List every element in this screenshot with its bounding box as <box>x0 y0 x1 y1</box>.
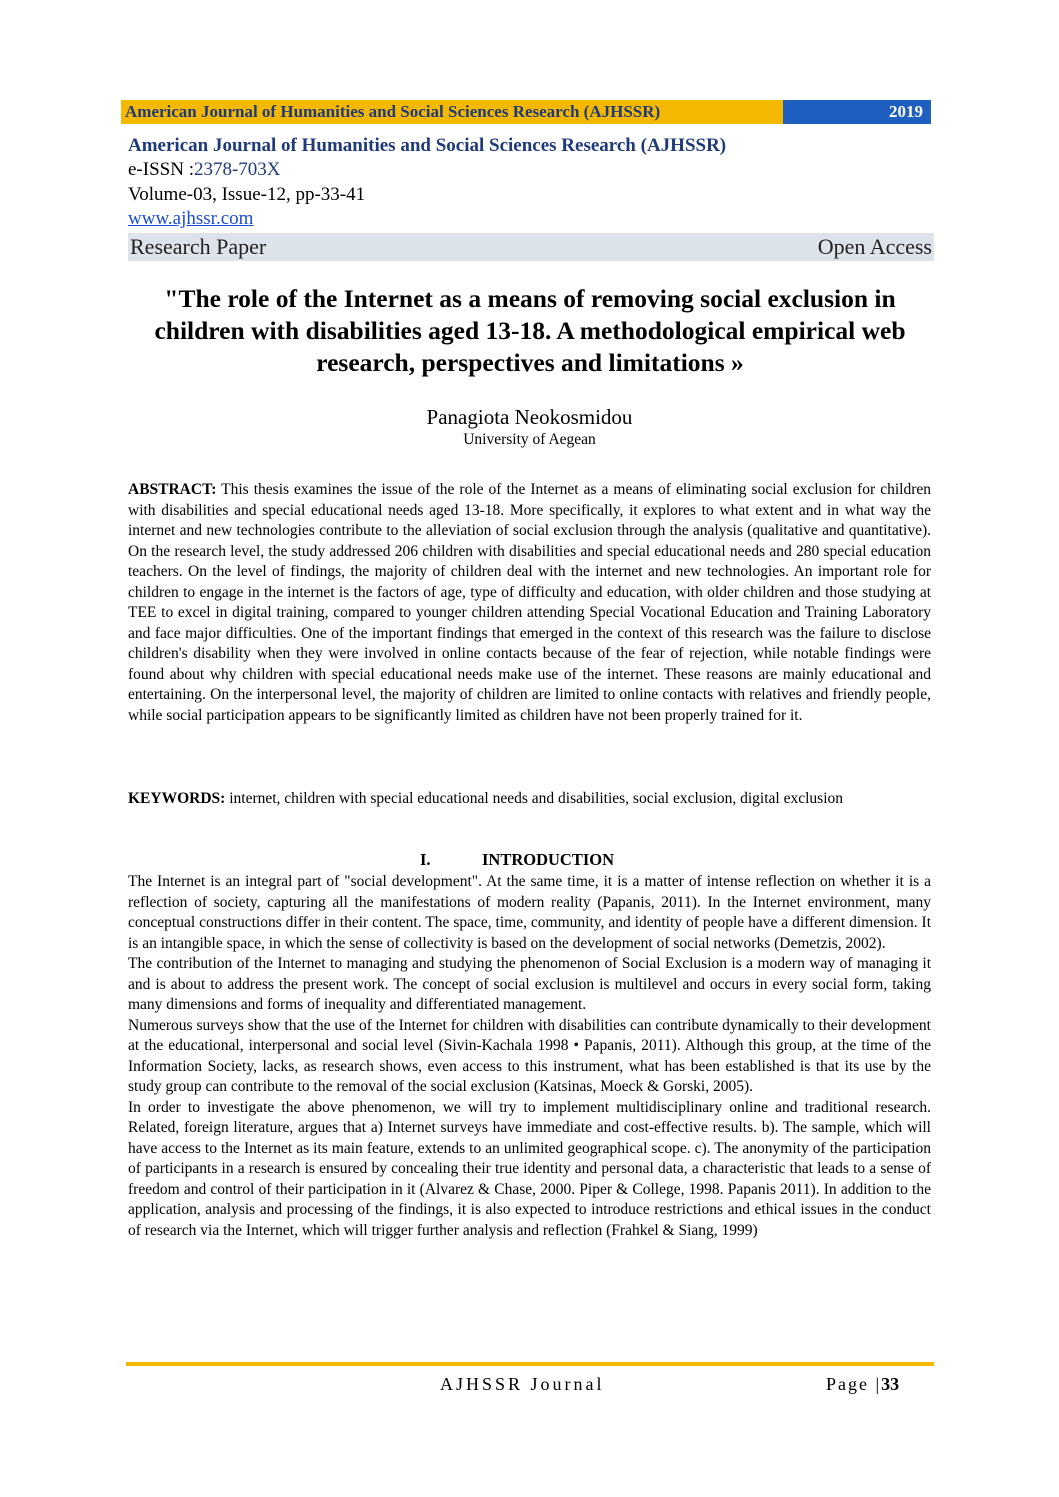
issn-number: 2378-703X <box>193 159 281 180</box>
author-name: Panagiota Neokosmidou <box>426 405 633 429</box>
running-header-journal: American Journal of Humanities and Social Sciences Research (AJHSSR) <box>121 100 783 124</box>
paper-type: Research Paper <box>130 234 267 259</box>
journal-info <box>128 134 934 261</box>
keywords <box>128 789 931 810</box>
intro-paragraph: Numerous surveys show that the use of the Internet for children with disabilities can contribute dynamically to their development at the educational, interpersonal and social level (Sivin-Kachala 1998 • Papanis, 2011). Although this group, at the time of the Information Society, lacks, as research shows, even access to this instrument, what has been established is that its use by the study group can contribute to the removal of the social exclusion (Katsinas, Moeck & Gorski, 2005). <box>128 1016 931 1095</box>
access-type: Open Access <box>817 234 932 259</box>
article-title: "The role of the Internet as a means of removing social exclusion in children with disabilities aged 13-18. A methodological empirical web research, perspectives and limitations » <box>154 284 906 377</box>
intro-paragraph: The Internet is an integral part of "social development". At the same time, it is a matter of intense reflection on whether it is a reflection of society, capturing all the manifestations of modern reality (Papanis, 2011). In the Internet environment, many conceptual constructions differ in their content. The space, time, community, and identity of people have a different dimension. It is an intangible space, in which the sense of collectivity is based on the development of social networks (Demetzis, 2002). <box>128 873 931 952</box>
author-affiliation: University of Aegean <box>463 431 596 448</box>
running-header <box>121 100 931 124</box>
keywords-label: KEYWORDS: <box>128 790 226 807</box>
journal-volume: Volume-03, Issue-12, pp-33-41 <box>128 184 366 205</box>
journal-issn <box>128 158 934 182</box>
keywords-text: internet, children with special educational needs and disabilities, social exclusion, digital exclusion <box>225 790 844 807</box>
journal-title: American Journal of Humanities and Social Sciences Research (AJHSSR) <box>128 135 727 156</box>
journal-website-link[interactable]: www.ajhssr.com <box>128 208 254 229</box>
abstract-label: ABSTRACT: <box>128 481 217 498</box>
footer-page-number: 33 <box>881 1374 900 1394</box>
running-header-year: 2019 <box>783 100 931 124</box>
section-number: I. <box>420 850 431 869</box>
issn-label: e-ISSN : <box>128 159 194 180</box>
footer-rule <box>126 1362 934 1366</box>
introduction-body <box>128 872 931 1241</box>
abstract <box>128 480 931 726</box>
footer-page-label: Page | <box>826 1374 882 1394</box>
section-title: INTRODUCTION <box>482 850 615 869</box>
paper-type-bar <box>128 233 934 261</box>
footer-page <box>826 1372 899 1396</box>
intro-paragraph: The contribution of the Internet to managing and studying the phenomenon of Social Exclusion is a modern way of managing it and is about to address the present work. The concept of social exclusion is multilevel and occurs in every social form, taking many dimensions and forms of inequality and differentiated management. <box>128 955 931 1013</box>
abstract-text: This thesis examines the issue of the role of the Internet as a means of eliminating social exclusion for children with disabilities and special educational needs aged 13-18. More specifically, it explores to what extent and in what way the internet and new technologies contribute to the alleviation of social exclusion through the analysis (qualitative and quantitative). On the research level, the study addressed 206 children with disabilities and special educational needs and 280 special education teachers. On the level of findings, the majority of children deal with the internet and new technologies. An important role for children to engage in the internet is the factors of age, type of difficulty and education, with older children and those studying at TEE to excel in digital training, compared to younger children attending Special Vocational Education and Training Laboratory and face major difficulties. One of the important findings that emerged in the context of this research was the failure to disclose children's disability when they were involved in online contacts because of the fear of rejection, while notable findings were found about why children with special educational needs make use of the internet. These reasons are mainly educational and entertaining. On the interpersonal level, the majority of children are limited to online contacts with relatives and friendly people, while social participation appears to be significantly limited as children have not been properly trained for it. <box>128 481 931 724</box>
footer-journal: AJHSSR Journal <box>440 1374 605 1394</box>
intro-paragraph: In order to investigate the above phenomenon, we will try to implement multidisciplinary online and traditional research. Related, foreign literature, argues that a) Internet surveys have immediate and cost-effective results. b). The sample, which will have access to the Internet as its main feature, extends to an unlimited geographical scope. c). The anonymity of the participation of participants in a research is ensured by concealing their true identity and personal data, a characteristic that leads to a sense of freedom and control of their participation in it (Alvarez & Chase, 2000. Piper & College, 1998. Papanis 2011). In addition to the application, analysis and processing of the findings, it is also expected to introduce restrictions and ethical issues in the conduct of research via the Internet, which will trigger further analysis and reflection (Frahkel & Siang, 1999) <box>128 1098 931 1239</box>
